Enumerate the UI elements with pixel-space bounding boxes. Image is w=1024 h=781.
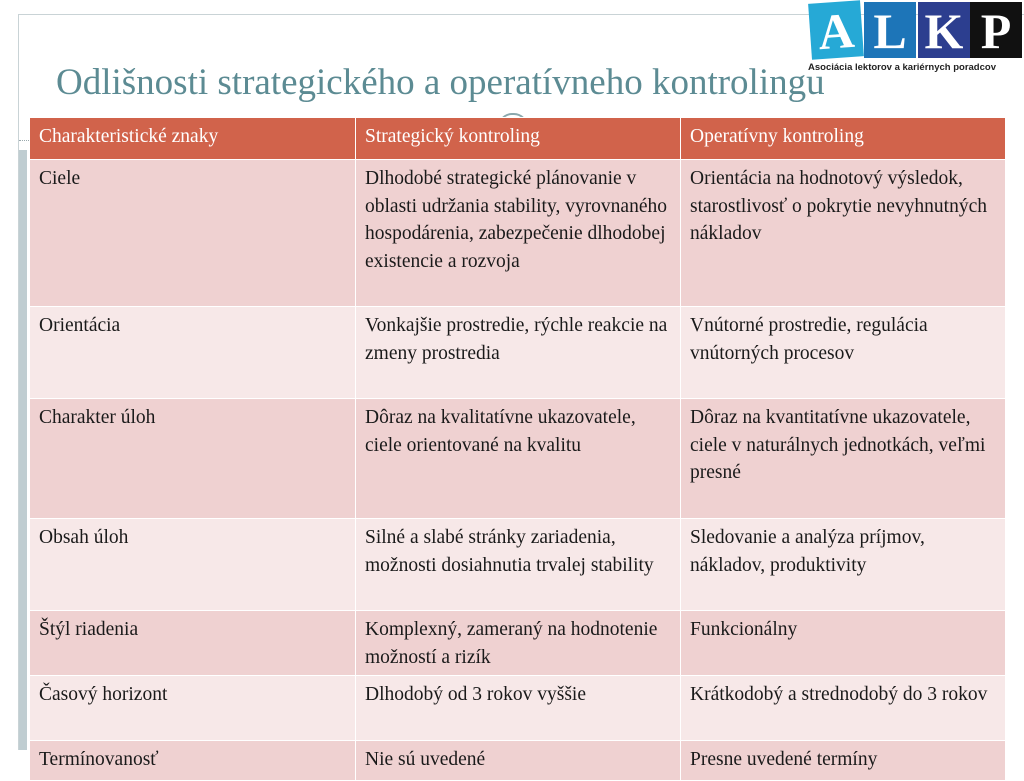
logo-letter-p: P	[970, 2, 1022, 58]
table-cell: Orientácia	[30, 307, 356, 399]
table-cell: Nie sú uvedené	[356, 741, 681, 781]
logo-caption: Asociácia lektorov a kariérnych poradcov	[808, 62, 996, 73]
table-cell: Krátkodobý a strednodobý do 3 rokov	[681, 676, 1006, 741]
table-row	[30, 676, 1006, 741]
table-cell: Dlhodobé strategické plánovanie v oblasti udržania stability, vyrovnaného hospodárenia, zabezpečenie dlhodobej existencie a rozvoja	[356, 160, 681, 307]
table-cell: Charakter úloh	[30, 399, 356, 519]
table-row	[30, 399, 1006, 519]
alkp-logo	[806, 0, 1024, 84]
table-cell: Funkcionálny	[681, 611, 1006, 676]
table-cell: Vnútorné prostredie, regulácia vnútorných procesov	[681, 307, 1006, 399]
table-cell: Časový horizont	[30, 676, 356, 741]
table-cell: Vonkajšie prostredie, rýchle reakcie na zmeny prostredia	[356, 307, 681, 399]
table-cell: Štýl riadenia	[30, 611, 356, 676]
table-cell: Obsah úloh	[30, 519, 356, 611]
table-cell: Ciele	[30, 160, 356, 307]
table-row	[30, 611, 1006, 676]
header-cell: Operatívny kontroling	[681, 118, 1006, 160]
table-cell: Komplexný, zameraný na hodnotenie možností a rizík	[356, 611, 681, 676]
slide-dotted-divider	[19, 140, 29, 141]
table-cell: Presne uvedené termíny	[681, 741, 1006, 781]
table-cell: Dlhodobý od 3 rokov vyššie	[356, 676, 681, 741]
table-row	[30, 160, 1006, 307]
table-cell: Dôraz na kvantitatívne ukazovatele, ciele v naturálnych jednotkách, veľmi presné	[681, 399, 1006, 519]
logo-letter-l: L	[864, 2, 916, 58]
logo-letter-a: A	[808, 0, 864, 59]
table-header-row	[30, 118, 1006, 160]
table-cell: Termínovanosť	[30, 741, 356, 781]
table-cell: Silné a slabé stránky zariadenia, možnosti dosiahnutia trvalej stability	[356, 519, 681, 611]
table-cell: Sledovanie a analýza príjmov, nákladov, produktivity	[681, 519, 1006, 611]
table-row	[30, 307, 1006, 399]
table-row	[30, 741, 1006, 781]
logo-letter-k: K	[918, 2, 970, 58]
table-row	[30, 519, 1006, 611]
table-cell: Orientácia na hodnotový výsledok, starostlivosť o pokrytie nevyhnutných nákladov	[681, 160, 1006, 307]
header-cell: Charakteristické znaky	[30, 118, 356, 160]
table-cell: Dôraz na kvalitatívne ukazovatele, ciele orientované na kvalitu	[356, 399, 681, 519]
slide-side-bar	[19, 150, 27, 750]
header-cell: Strategický kontroling	[356, 118, 681, 160]
comparison-table	[29, 117, 1006, 781]
slide-title: Odlišnosti strategického a operatívneho kontrolingu	[56, 62, 825, 103]
